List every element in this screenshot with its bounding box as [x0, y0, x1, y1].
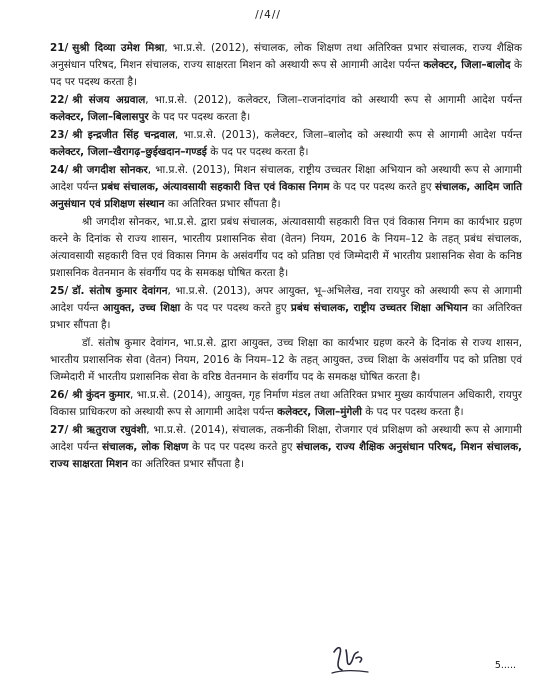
paragraph-text: , भा.प्र.से. (2014), आयुक्त, गृह निर्माण मंडल तथा अतिरिक्त प्रभार मुख्य कार्यपालन अधिकारी, रायपुर विकास प्राधिकरण को अस्थायी रूप से आगामी आदेश पर्यन्त [50, 389, 522, 418]
order-paragraph [50, 92, 522, 126]
order-paragraph [50, 422, 522, 473]
order-body [50, 40, 522, 473]
paragraph-text: के पद पर पदस्थ करते हुए [188, 441, 297, 453]
paragraph-text: का अतिरिक्त प्रभार सौंपता है। [50, 302, 522, 331]
emphasized-text: सुश्री दिव्या उमेश मिश्रा [72, 42, 165, 54]
emphasized-text: संचालक, लोक शिक्षण [102, 441, 189, 453]
paragraph-number: 25/ [50, 285, 69, 297]
signature-initials [330, 640, 370, 676]
paragraph-text: , भा.प्र.से. (2014), संचालक, तकनीकी शिक्षा, रोजगार एवं प्रशिक्षण को अस्थायी रूप से आगामी आदेश पर्यन्त [50, 424, 522, 453]
paragraph-text: , भा.प्र.से. (2013), अपर आयुक्त, भू–अभिलेख, नवा रायपुर को अस्थायी रूप से आगामी आदेश पर्यन्त [50, 285, 522, 314]
paragraph-text: के पद पर पदस्थ करता है। [362, 406, 464, 418]
paragraph-number: 23/ [50, 129, 69, 141]
emphasized-text: श्री जगदीश सोनकर [72, 164, 148, 176]
emphasized-text: श्री कुंदन कुमार [72, 389, 131, 401]
paragraph-text: के पद पर पदस्थ करता है। [206, 146, 309, 158]
order-paragraph [50, 214, 522, 282]
continued-page-marker: 5..... [494, 660, 516, 671]
emphasized-text: संचालक, राज्य शैक्षिक अनुसंधान परिषद, मिशन संचालक, राज्य साक्षरता मिशन [50, 441, 523, 470]
paragraph-text: श्री जगदीश सोनकर, भा.प्र.से. द्वारा प्रबंध संचालक, अंत्यावसायी सहकारी वित्त एवं विकास निगम का कार्यभार ग्रहण करने के दिनांक से राज्य शासन, भारतीय प्रशासनिक सेवा (वेतन) नियम, 2016 के नियम–12 के तहत् प्रबंध संचालक, अंत्यावसायी सहकारी वित्त एवं विकास निगम के असंवर्गीय पद को प्रतिष्ठा एवं जिम्मेदारी में भारतीय प्रशासनिक सेवा के कनिष्ठ प्रशासनिक वेतनमान के संवर्गीय पद के समकक्ष घोषित करता है। [50, 216, 522, 279]
paragraph-text: डॉ. संतोष कुमार देवांगन, भा.प्र.से. द्वारा आयुक्त, उच्च शिक्षा का कार्यभार ग्रहण करने के दिनांक से राज्य शासन, भारतीय प्रशासनिक सेवा (वेतन) नियम, 2016 के नियम–12 के तहत् आयुक्त, उच्च शिक्षा के असंवर्गीय पद को प्रतिष्ठा एवं जिम्मेदारी में भारतीय प्रशासनिक सेवा के वरिष्ठ वेतनमान के संवर्गीय पद के समकक्ष घोषित करता है। [50, 337, 522, 383]
emphasized-text: प्रबंध संचालक, राष्ट्रीय उच्चतर शिक्षा अभियान [290, 302, 468, 314]
order-paragraph [50, 283, 522, 334]
paragraph-text: के पद पर पदस्थ करते हुए [329, 181, 436, 193]
paragraph-number: 21/ [50, 42, 69, 54]
paragraph-text: के पद पर पदस्थ करता है। [148, 111, 251, 123]
paragraph-number: 22/ [50, 94, 69, 106]
paragraph-text: के पद पर पदस्थ करता है। [50, 59, 522, 88]
emphasized-text: कलेक्टर, जिला–बालोद [423, 59, 511, 71]
emphasized-text: कलेक्टर, जिला–मुंगेली [277, 406, 362, 418]
emphasized-text: कलेक्टर, जिला–बिलासपुर [50, 111, 149, 123]
order-paragraph [50, 335, 522, 386]
paragraph-text: , भा.प्र.से. (2013), कलेक्टर, जिला–बालोद को अस्थायी रूप से आगामी आदेश पर्यन्त [174, 129, 523, 141]
paragraph-number: 26/ [50, 389, 69, 401]
emphasized-text: श्री संजय अग्रवाल [72, 94, 146, 106]
emphasized-text: श्री इन्द्रजीत सिंह चन्द्रवाल [72, 129, 175, 141]
paragraph-text: का अतिरिक्त प्रभार सौंपता है। [164, 198, 281, 210]
paragraph-text: , भा.प्र.से. (2013), मिशन संचालक, राष्ट्रीय उच्चतर शिक्षा अभियान को अस्थायी रूप से आगामी आदेश पर्यन्त [50, 164, 523, 193]
emphasized-text: श्री ऋतुराज रघुवंशी [72, 424, 147, 436]
paragraph-number: 27/ [50, 424, 69, 436]
order-paragraph [50, 162, 522, 213]
order-paragraph [50, 127, 522, 161]
paragraph-text: , भा.प्र.से. (2012), कलेक्टर, जिला–राजनांदगांव को अस्थायी रूप से आगामी आदेश पर्यन्त [145, 94, 522, 106]
order-paragraph [50, 387, 522, 421]
emphasized-text: डॉ. संतोष कुमार देवांगन [72, 285, 168, 297]
paragraph-text: का अतिरिक्त प्रभार सौंपता है। [127, 458, 244, 470]
emphasized-text: प्रबंध संचालक, अंत्यावसायी सहकारी वित्त एवं विकास निगम [101, 181, 330, 193]
paragraph-text: , भा.प्र.से. (2012), संचालक, लोक शिक्षण तथा अतिरिक्त प्रभार संचालक, राज्य शैक्षिक अनुसंधान परिषद, मिशन संचालक, राज्य साक्षरता मिशन को अस्थायी रूप से आगामी आदेश पर्यन्त [50, 42, 522, 71]
paragraph-number: 24/ [50, 164, 69, 176]
emphasized-text: संचालक, आदिम जाति अनुसंधान एवं प्रशिक्षण संस्थान [50, 181, 523, 210]
order-paragraph [50, 40, 522, 91]
emphasized-text: आयुक्त, उच्च शिक्षा [102, 302, 181, 314]
page-number: //4// [255, 9, 281, 21]
emphasized-text: कलेक्टर, जिला–खैरागढ़–छुईखदान–गण्डई [50, 146, 207, 158]
paragraph-text: के पद पर पदस्थ करते हुए [180, 302, 291, 314]
